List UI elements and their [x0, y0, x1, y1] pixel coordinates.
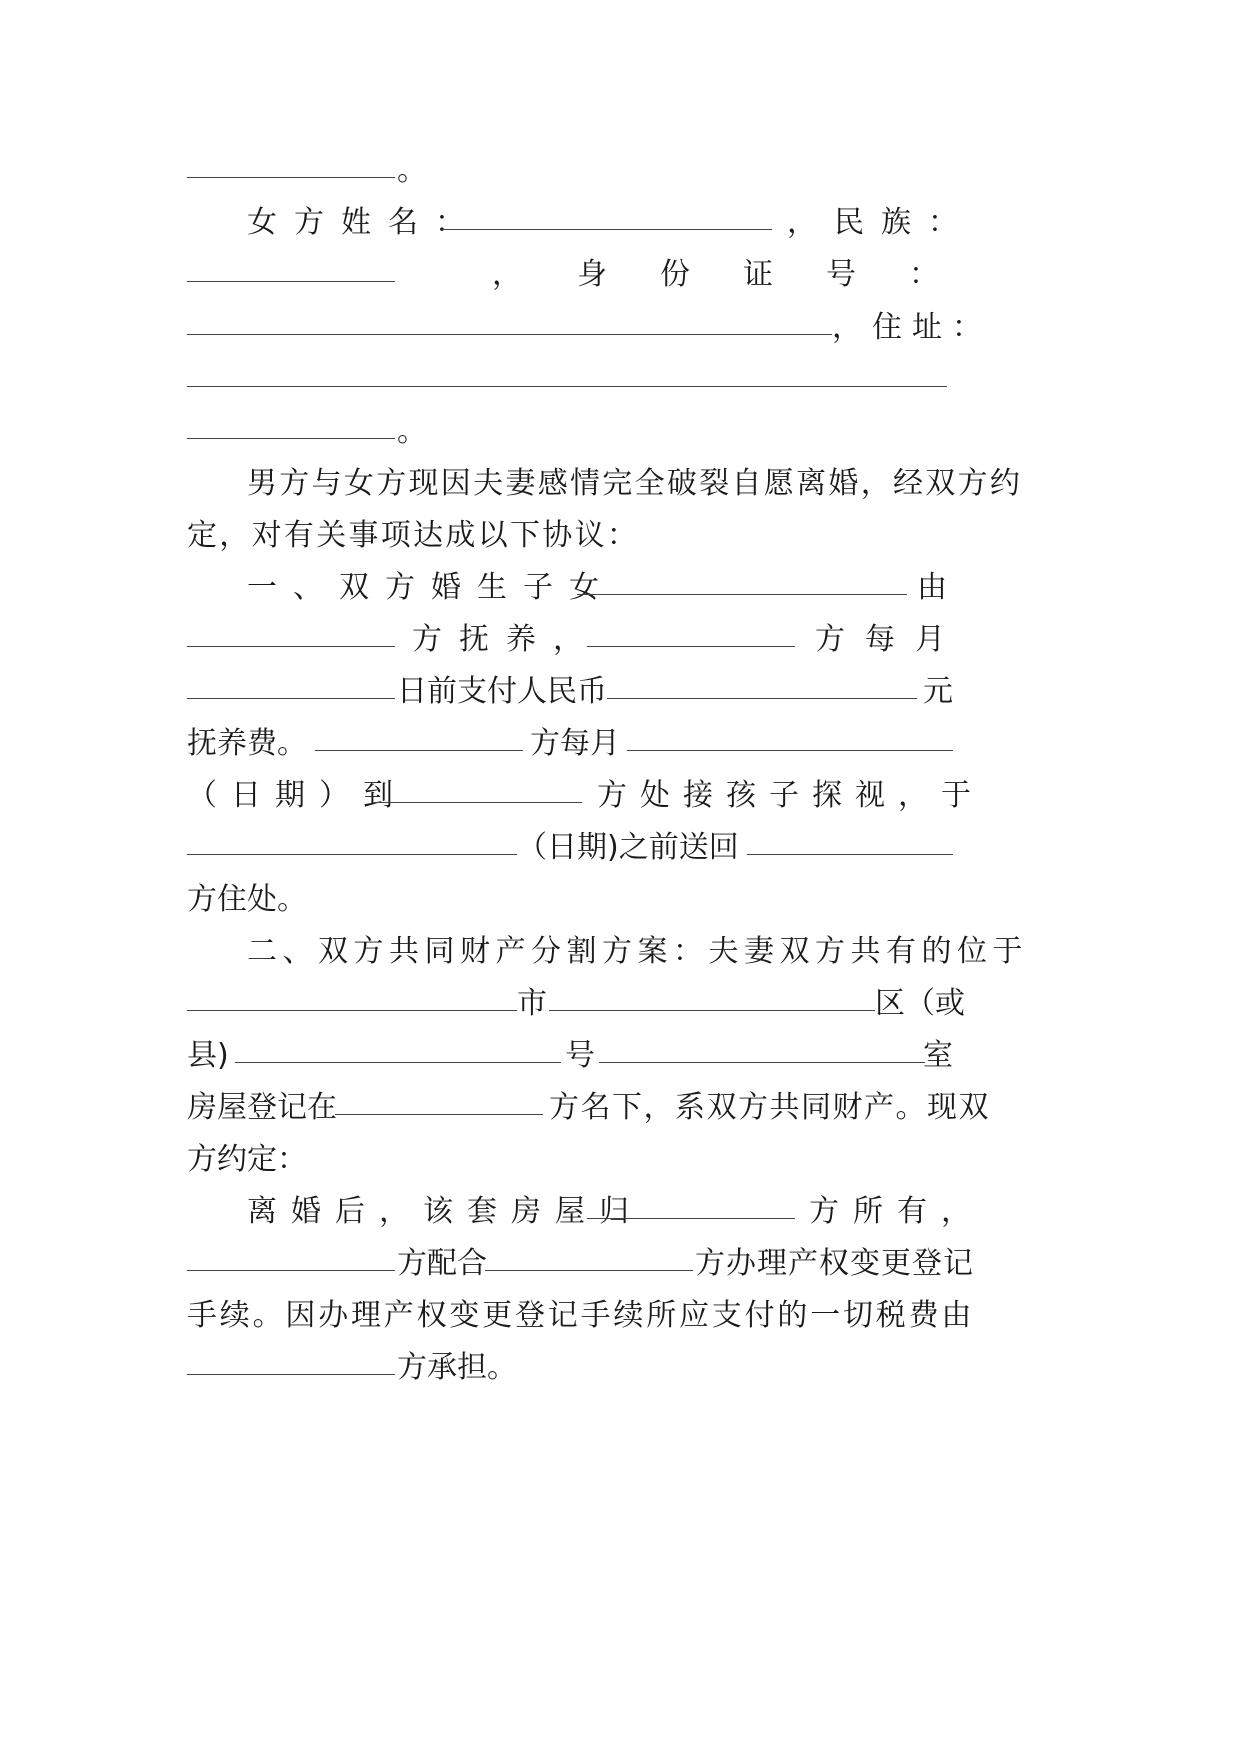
text-line: [187, 932, 1053, 972]
text-line: [187, 672, 1053, 712]
text-monthly: 方每月: [815, 622, 965, 657]
text-visit: 方处接孩子探视，于: [597, 778, 984, 813]
fill-blank: [442, 203, 772, 230]
text-line: [187, 724, 1053, 764]
text-line: [187, 1140, 1053, 1180]
text-line: [187, 984, 1053, 1024]
text-under-name: 方名下，系双方共同财产。现双: [549, 1090, 990, 1125]
text-line: [187, 412, 1053, 452]
text-cooperate: 方配合: [397, 1246, 487, 1281]
fill-blank: [374, 776, 582, 803]
fill-blank: [587, 1192, 795, 1219]
text-line: [187, 308, 1053, 348]
text-line: [187, 516, 1053, 556]
fill-blank: [485, 1244, 693, 1271]
label-ethnicity: ，民族：: [787, 205, 975, 240]
fill-blank: [187, 828, 517, 855]
fill-blank: [187, 412, 395, 439]
fill-blank: [187, 151, 395, 178]
fill-blank: [335, 1088, 543, 1115]
text-line: [187, 1348, 1053, 1388]
text-line: [187, 1036, 1053, 1076]
fill-blank: [187, 1244, 395, 1271]
text-raise: 方抚养，: [412, 622, 600, 657]
text-registered-in: 房屋登记在: [187, 1090, 337, 1125]
label-address: ，住址：: [832, 310, 992, 345]
text-date-to: （日期）到: [187, 778, 407, 813]
text-by: 由: [917, 570, 947, 605]
comma: ，: [492, 257, 522, 292]
fill-blank: [607, 672, 917, 699]
fill-blank: [235, 1036, 561, 1063]
text-line: [187, 620, 1053, 660]
fill-blank: [315, 724, 523, 751]
fill-blank: [599, 1036, 925, 1063]
period: 。: [397, 414, 427, 449]
fill-blank: [187, 255, 395, 282]
text-city: 市: [517, 986, 547, 1021]
period: 。: [397, 153, 427, 188]
text-line: [187, 1192, 1053, 1232]
text-line: [187, 203, 1053, 243]
fill-blank: [187, 360, 947, 387]
text-county: 县): [187, 1038, 229, 1073]
paragraph-text: 男方与女方现因夫妻感情完全破裂自愿离婚，经双方约: [247, 466, 1023, 501]
fill-blank: [747, 828, 953, 855]
fill-blank: [187, 1348, 395, 1375]
paragraph-text: 定，对有关事项达成以下协议：: [187, 518, 640, 553]
fill-blank: [187, 620, 395, 647]
text-return-before: （日期)之前送回: [517, 830, 739, 865]
text-line: [187, 1088, 1053, 1128]
text-pay-rmb: 日前支付人民币: [397, 674, 607, 709]
text-transfer: 方办理产权变更登记: [695, 1246, 974, 1281]
text-monthly: 方每月: [530, 726, 620, 761]
text-line: [187, 776, 1053, 816]
fill-blank: [187, 984, 517, 1011]
fill-blank: [549, 984, 875, 1011]
text-line: [187, 464, 1053, 504]
fill-blank: [187, 308, 832, 335]
label-id-number: 身份证号：: [577, 257, 992, 292]
fill-blank: [627, 724, 953, 751]
text-room: 室: [923, 1038, 953, 1073]
paragraph-text: 方约定：: [187, 1142, 307, 1177]
paragraph-text: 手续。因办理产权变更登记手续所应支付的一切税费由: [187, 1298, 975, 1333]
text-yuan: 元: [923, 674, 953, 709]
text-line: [187, 568, 1053, 608]
text-line: [187, 1244, 1053, 1284]
text-line: [187, 828, 1053, 868]
text-bear: 方承担。: [397, 1350, 517, 1385]
text-number: 号: [565, 1038, 595, 1073]
fill-blank: [587, 620, 795, 647]
text-line: [187, 880, 1053, 920]
clause-two-heading: 二、双方共同财产分割方案：夫妻双方共有的位于: [247, 934, 1028, 969]
text-owned-by: 方所有，: [809, 1194, 985, 1229]
text-support-fee: 抚养费。: [187, 726, 307, 761]
text-district: 区（或: [875, 986, 965, 1021]
text-line: [187, 255, 1053, 295]
text-after-divorce: 离婚后，该套房屋归: [247, 1194, 643, 1229]
fill-blank: [577, 568, 907, 595]
text-line: [187, 1296, 1053, 1336]
label-female-name: 女方姓名：: [247, 205, 482, 240]
text-line: [187, 360, 1053, 400]
text-line: [187, 151, 1053, 191]
clause-one-heading: 一、双方婚生子女: [247, 570, 615, 605]
fill-blank: [187, 672, 395, 699]
paragraph-text: 方住处。: [187, 882, 307, 917]
